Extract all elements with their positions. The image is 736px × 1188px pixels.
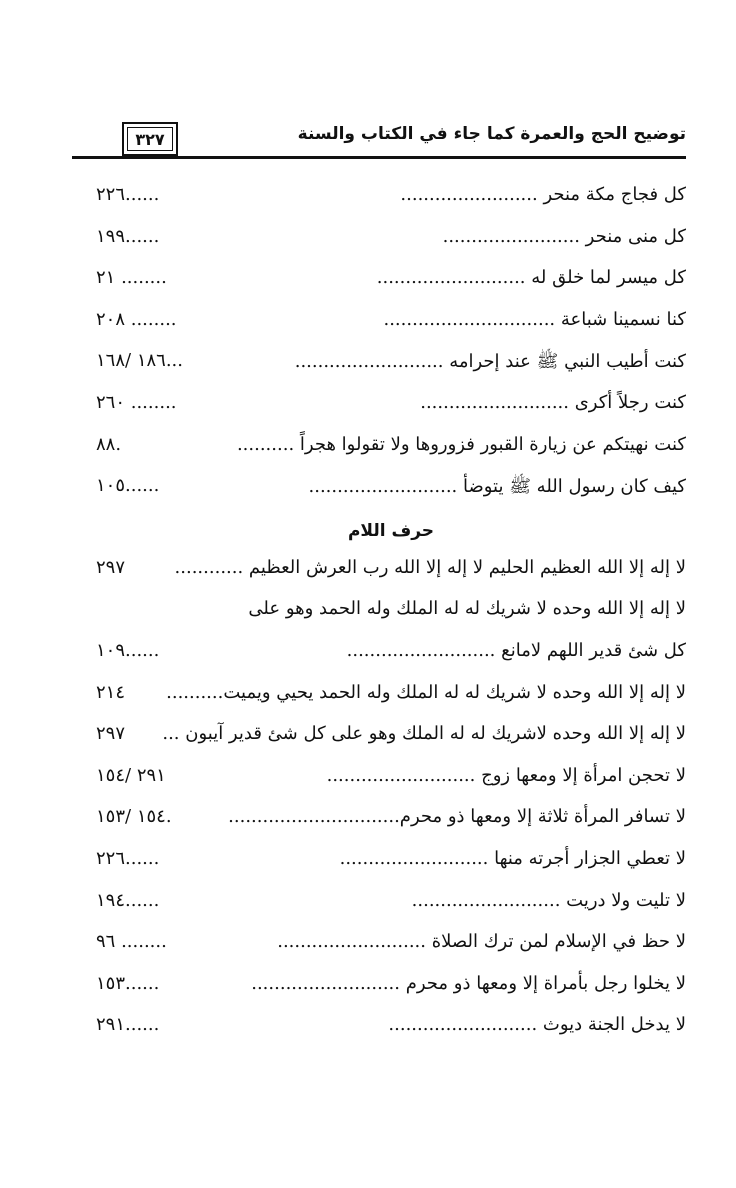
entry-pages: ٢٩٧ [96,556,126,578]
page-number: ٣٢٧ [135,129,165,149]
index-entry [96,344,686,386]
index-entry [96,884,686,926]
entry-pages: ٢١ ........ [96,267,167,289]
index-list-lam [96,551,686,1050]
entry-pages: ١٥٣...... [96,972,160,994]
index-entry [96,1008,686,1050]
index-list-kaf [96,178,686,511]
index-entry [96,428,686,470]
index-entry [96,303,686,345]
entry-pages: ٢٢٦...... [96,184,160,205]
index-content [96,178,686,1050]
entry-pages: ١٨٦ /١٦٨... [96,350,183,372]
index-entry [96,220,686,262]
entry-pages: ٢٩١...... [96,1014,160,1036]
entry-text: لا تحجن امرأة إلا ومعها زوج .......................... [326,764,686,786]
index-entry [96,178,686,220]
page-number-box [122,122,178,156]
entry-pages: ١٠٩...... [96,639,160,661]
entry-text: كنت أطيب النبي ﷺ عند إحرامه .......................... [294,351,686,373]
entry-text: كنت رجلاً أكرى .......................... [420,391,686,413]
index-entry [96,261,686,303]
entry-text: لا تسافر المرأة ثلاثة إلا ومعها ذو محرم.............................. [228,806,686,828]
index-entry [96,800,686,842]
entry-pages: ٨٨. [96,433,122,455]
entry-pages: ٢٦٠ ........ [96,391,177,413]
entry-text: لا يخلوا رجل بأمراة إلا ومعها ذو محرم .......................... [251,972,686,994]
index-entry [96,676,686,718]
entry-pages: ٢٩١ /١٥٤ [96,764,166,786]
entry-text: لا يدخل الجنة ديوث .......................... [388,1014,686,1036]
index-entry [96,469,686,511]
index-entry [96,925,686,967]
entry-text: لا حظ في الإسلام لمن ترك الصلاة .......................... [277,931,686,953]
index-entry [96,634,686,676]
entry-pages: ١٩٤...... [96,889,160,911]
section-heading: حرف اللام [347,520,435,541]
header-rule [72,156,686,159]
entry-pages: ١٩٩...... [96,225,160,247]
index-entry [96,717,686,759]
entry-pages: ١٥٤ /١٥٣. [96,806,172,828]
entry-text: كل ميسر لما خلق له .......................... [376,267,686,289]
entry-text: كيف كان رسول الله ﷺ يتوضأ .......................... [308,476,686,498]
entry-text: كل فجاج مكة منحر ........................ [400,184,686,205]
entry-text: لا تعطي الجزار أجرته منها .......................... [339,847,686,869]
entry-text: كنت نهيتكم عن زيارة القبور فزوروها ولا تقولوا هجراً .......... [236,433,686,455]
entry-pages: ٢٠٨ ........ [96,308,177,330]
entry-text: لا إله إلا الله وحده لاشريك له له الملك وهو على كل شئ قدير آيبون ... [162,723,686,745]
entry-text: كل شئ قدير اللهم لامانع .......................... [346,639,686,661]
entry-text: لا إله إلا الله وحده لا شريك له له الملك وله الحمد يحيي ويميت.......... [166,681,686,703]
entry-pages: ٩٦ ........ [96,931,167,953]
index-entry [96,842,686,884]
entry-pages: ١٠٥...... [96,475,160,497]
entry-text: لا إله إلا الله وحده لا شريك له له الملك وله الحمد وهو على [248,598,686,620]
page-header [72,118,686,166]
entry-pages: ٢٢٦...... [96,847,160,869]
index-entry [96,759,686,801]
index-entry [96,551,686,593]
entry-pages: ٢١٤ [96,681,126,703]
entry-pages: ٢٩٧ [96,723,126,745]
book-title: توضيح الحج والعمرة كما جاء في الكتاب والسنة [297,124,686,144]
index-entry [96,592,686,634]
entry-text: لا تليت ولا دريت .......................... [411,889,686,911]
index-entry [96,967,686,1009]
entry-text: لا إله إلا الله العظيم الحليم لا إله إلا الله رب العرش العظيم ............ [174,556,686,578]
index-entry [96,386,686,428]
entry-text: كل منى منحر ........................ [442,225,686,247]
entry-text: كنا نسمينا شباعة .............................. [383,308,686,330]
